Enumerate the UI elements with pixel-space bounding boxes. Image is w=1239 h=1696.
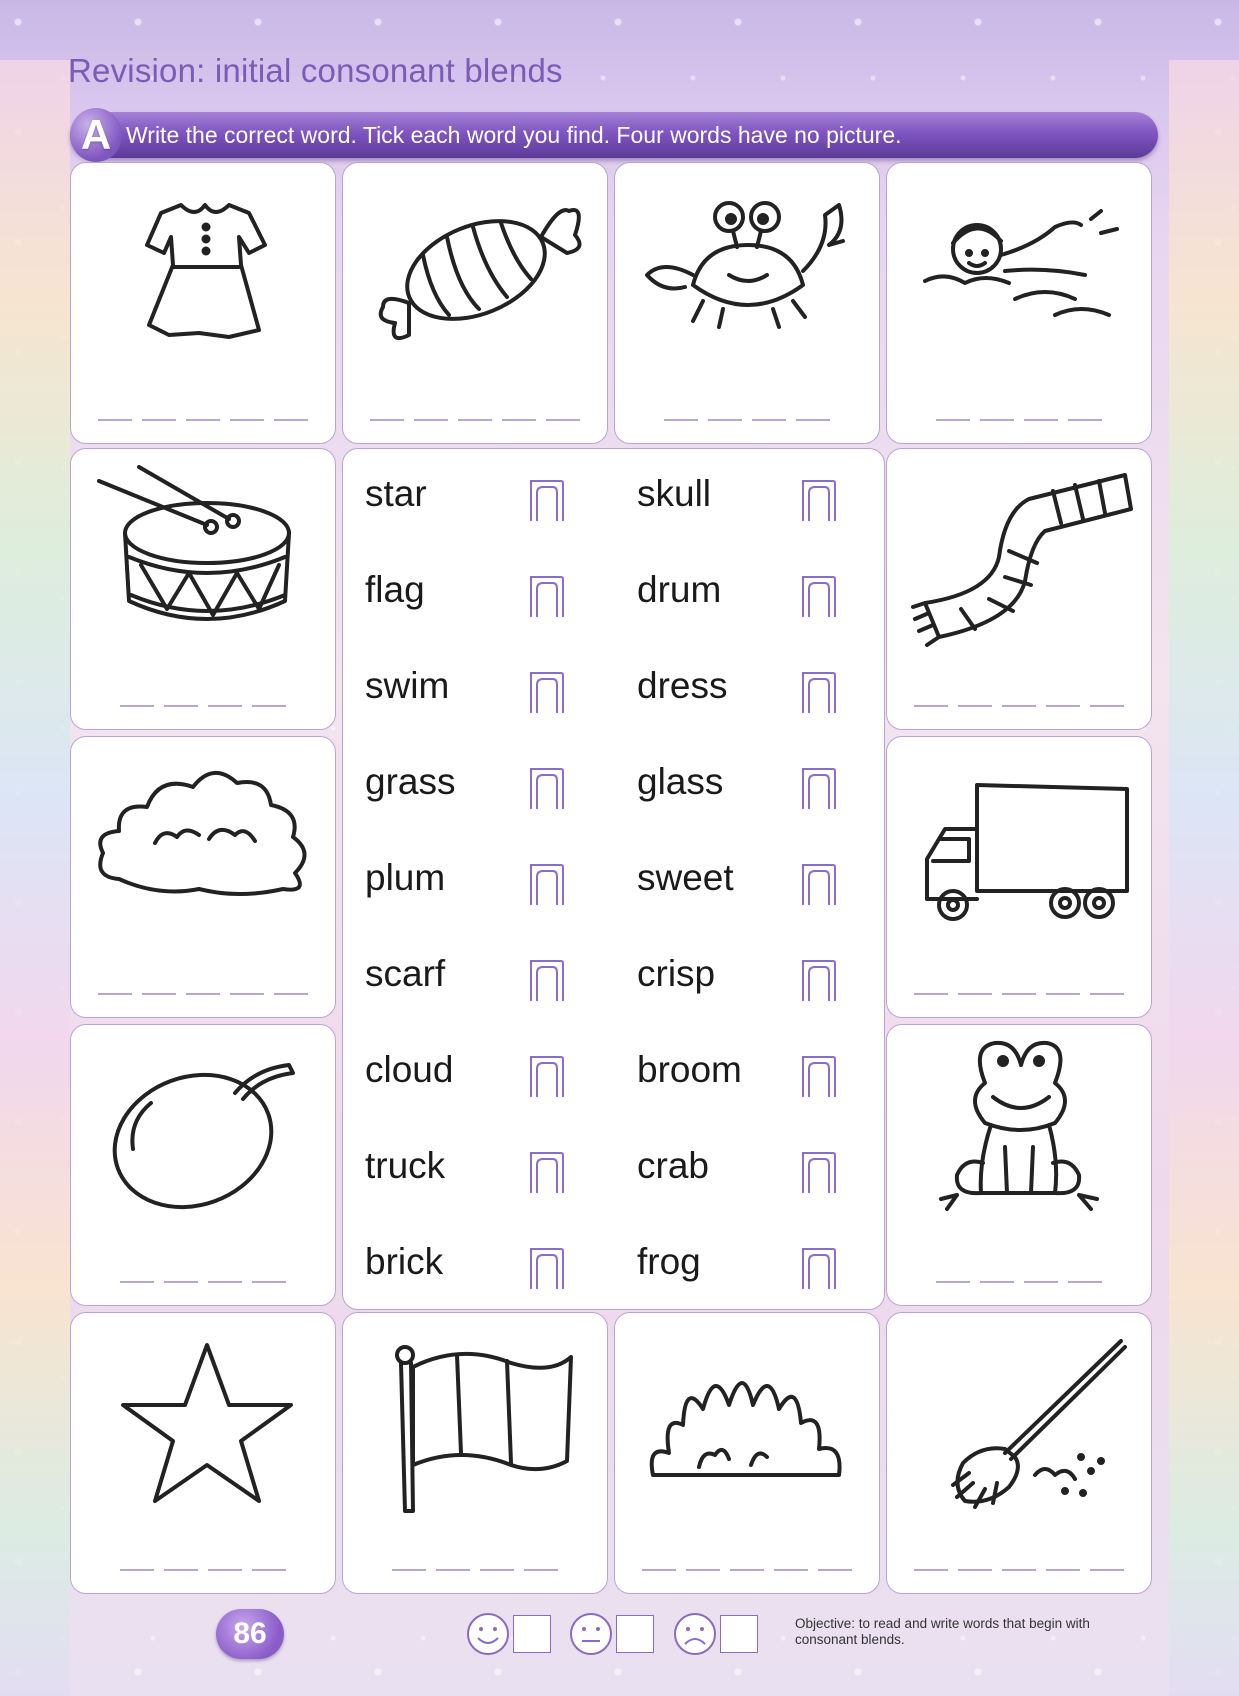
page-title: Revision: initial consonant blends [68, 52, 563, 89]
answer-blanks[interactable] [343, 419, 607, 421]
answer-blanks[interactable] [615, 419, 879, 421]
instruction-bar [70, 112, 1158, 158]
word-broom: broom [637, 1049, 742, 1090]
tick-box[interactable] [525, 571, 567, 619]
answer-blanks[interactable] [71, 1281, 335, 1283]
scarf-icon [905, 461, 1135, 661]
tick-box[interactable] [797, 859, 839, 907]
word-dress: dress [637, 665, 728, 706]
answer-blanks[interactable] [71, 993, 335, 995]
truck-icon [905, 749, 1135, 949]
tick-box[interactable] [525, 859, 567, 907]
swim-icon [905, 175, 1135, 375]
word-brick: brick [365, 1241, 444, 1282]
answer-blanks[interactable] [887, 705, 1151, 707]
happy-tick-box[interactable] [513, 1615, 551, 1653]
picture-card [886, 1024, 1152, 1306]
sad-face-icon [672, 1611, 718, 1657]
sweet-icon [361, 175, 591, 375]
tick-box[interactable] [797, 763, 839, 811]
tick-box[interactable] [797, 667, 839, 715]
tick-box[interactable] [525, 667, 567, 715]
word-list-panel [342, 448, 885, 1310]
self-assessment-sad [672, 1611, 758, 1657]
self-assessment-happy [465, 1611, 551, 1657]
instruction-text: Write the correct word. Tick each word you find. Four words have no picture. [126, 122, 902, 148]
picture-card [886, 162, 1152, 444]
picture-card [70, 1312, 336, 1594]
broom-icon [905, 1325, 1135, 1525]
tick-box[interactable] [797, 1051, 839, 1099]
background-border-left [0, 60, 70, 1696]
word-cloud: cloud [365, 1049, 454, 1090]
tick-box[interactable] [525, 955, 567, 1003]
self-assessment-neutral [568, 1611, 654, 1657]
picture-card [886, 1312, 1152, 1594]
objective-text: Objective: to read and write words that begin with consonant blends. [795, 1616, 1090, 1647]
tick-box[interactable] [797, 1243, 839, 1291]
picture-card [614, 162, 880, 444]
word-flag: flag [365, 569, 425, 610]
picture-card [342, 1312, 608, 1594]
background-border-right [1169, 60, 1239, 1696]
sad-tick-box[interactable] [720, 1615, 758, 1653]
tick-box[interactable] [525, 1051, 567, 1099]
answer-blanks[interactable] [71, 1569, 335, 1571]
cloud-icon [89, 749, 319, 949]
page-number: 86 [216, 1609, 284, 1659]
word-glass: glass [637, 761, 724, 802]
word-crab: crab [637, 1145, 709, 1186]
drum-icon [89, 461, 319, 661]
crab-icon [633, 175, 863, 375]
word-scarf: scarf [365, 953, 446, 994]
neutral-face-icon [568, 1611, 614, 1657]
tick-box[interactable] [525, 1243, 567, 1291]
flag-icon [361, 1325, 591, 1525]
dress-icon [89, 175, 319, 375]
tick-box[interactable] [525, 475, 567, 523]
picture-card [614, 1312, 880, 1594]
tick-box[interactable] [525, 763, 567, 811]
word-sweet: sweet [637, 857, 734, 898]
word-truck: truck [365, 1145, 446, 1186]
neutral-tick-box[interactable] [616, 1615, 654, 1653]
picture-card [886, 736, 1152, 1018]
word-drum: drum [637, 569, 722, 610]
frog-icon [905, 1037, 1135, 1237]
answer-blanks[interactable] [615, 1569, 879, 1571]
star-icon [89, 1325, 319, 1525]
word-swim: swim [365, 665, 450, 706]
word-skull: skull [637, 473, 712, 514]
answer-blanks[interactable] [343, 1569, 607, 1571]
tick-box[interactable] [525, 1147, 567, 1195]
word-crisp: crisp [637, 953, 716, 994]
word-frog: frog [637, 1241, 701, 1282]
section-letter-badge: A [70, 108, 122, 162]
answer-blanks[interactable] [71, 419, 335, 421]
tick-box[interactable] [797, 955, 839, 1003]
answer-blanks[interactable] [887, 1569, 1151, 1571]
picture-card [886, 448, 1152, 730]
answer-blanks[interactable] [887, 993, 1151, 995]
word-grass: grass [365, 761, 456, 802]
picture-card [342, 162, 608, 444]
tick-box[interactable] [797, 475, 839, 523]
picture-card [70, 162, 336, 444]
picture-card [70, 1024, 336, 1306]
answer-blanks[interactable] [887, 1281, 1151, 1283]
tick-box[interactable] [797, 1147, 839, 1195]
answer-blanks[interactable] [71, 705, 335, 707]
grass-icon [633, 1325, 863, 1525]
picture-card [70, 448, 336, 730]
tick-box[interactable] [797, 571, 839, 619]
word-plum: plum [365, 857, 446, 898]
plum-icon [89, 1037, 319, 1237]
picture-card [70, 736, 336, 1018]
word-star: star [365, 473, 427, 514]
answer-blanks[interactable] [887, 419, 1151, 421]
happy-face-icon [465, 1611, 511, 1657]
